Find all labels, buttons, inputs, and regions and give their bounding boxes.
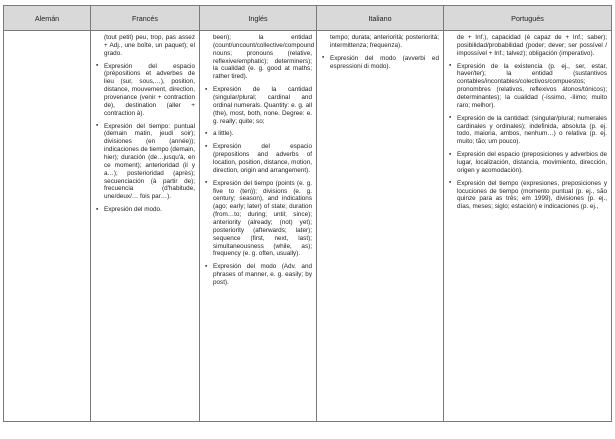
ingles-item-cantidad-cont: ▪ a little). [204,130,312,138]
column-header-aleman: Alemán [4,6,91,31]
column-header-italiano: Italiano [317,6,444,31]
frances-item-modo: ▪ Expresión del modo. [95,206,195,214]
portugues-item-existencia: ▪ Expresión de la existencia (p. ej., ser, estar, haver/ter); la entidad (sustantivos contables/incontables/colectivos/compuestos; pronombres (relativos, reflexivos átonos/tónicos); determinantes); la cualidad (-íssimo, -ílimo; muito raro; melhor). [448,63,607,110]
column-header-portugues: Portugués [444,6,612,31]
cell-ingles [200,31,317,422]
content-row [4,31,612,422]
ingles-item-cantidad: ▪ Expresión de la cantidad (singular/plural; cardinal and ordinal numerals. Quantity: e. g. all (the), most, both, none. Degree: e. g. really; quite; so; [204,86,312,125]
header-row [4,6,612,31]
portugues-item-cantidad: ▪ Expresión de la cantidad: (singular/plural; numerales cardinales y ordinales); indefinida, absoluta (p. ej. todo, maioria, ambos, nenhum…) o relativa (p. ej. muito; tão; um pouco). [448,115,607,146]
portugues-item-tiempo: ▪ Expresión del tiempo (expresiones, preposiciones y locuciones de tiempo (momento puntual (p. ej., são quinze para as três; em 1999), divisiones (p. ej., días, meses; siglo; estación) e indicaciones (p. ej., [448,180,607,211]
italiano-item-modo: ▪ Expresión del modo (avverbi ed espressioni di modo). [321,55,439,71]
cell-aleman [4,31,91,422]
portugues-item-espacio: ▪ Expresión del espacio (preposiciones y adverbios de lugar, localización, distancia, movimiento, dirección, origen y acomodación). [448,151,607,175]
frances-item-espacio: ▪ Expresión del espacio (prépositions et adverbes de lieu (sur, sous,…), position, distance, mouvement, direction, provenance (venir + contraction de), destination (aller + contraction à). [95,63,195,118]
italiano-continuation: tempo; durata; anteriorità; posteriorità; intermittenza; frequenza). [330,34,439,49]
cell-italiano [317,31,444,422]
ingles-continuation: been); la entidad (count/uncount/collective/compound nouns; pronouns (relative, reflexive/emphatic); determiners); la cualidad (e. g. good at maths; rather tired). [213,34,315,81]
ingles-item-modo: ▪ Expresión del modo (Adv. and phrases of manner, e. g. easily; by post). [204,263,312,287]
column-header-ingles: Inglés [200,6,317,31]
cell-frances [91,31,200,422]
frances-item-tiempo: ▪ Expresión del tiempo: puntual (demain matin, jeudi soir); divisiones (en (année)); indicaciones de tiempo (demain, hier); duración (de…jusqu'à, en ce moment); anterioridad (il y a…); posterioridad (après); secuenciación (à partir de); frecuencia (d'habitude, une/deux/… fois par…). [95,123,195,202]
frances-continuation: (tout petit) peu, trop, pas assez + Adj., une boîte, un paquet); el grado. [104,34,195,57]
portugues-continuation: de + Inf.), capacidad (é capaz de + Inf.; saber); posibilidad/probabilidad (poder; dever; ser possível / impossível + Inf.; talvez); obligación (imperativo). [457,34,607,57]
ingles-item-espacio: ▪ Expresión del espacio (prepositions and adverbs of location, position, distance, motion, direction, origin and arrangement). [204,143,312,174]
ingles-item-tiempo: ▪ Expresión del tiempo (points (e. g. five to (ten)); divisions (e. g. century; season), and indications (ago; early; later) of state; duration (from…to; during; until; since); anteriority (already; (not) yet); posteriority (afterwards; later); sequence (first, next, last); simultaneousness (while, as); frequency (e. g. often, usually). [204,180,312,259]
cell-portugues [444,31,612,422]
column-header-frances: Francés [91,6,200,31]
curriculum-table [3,5,612,422]
